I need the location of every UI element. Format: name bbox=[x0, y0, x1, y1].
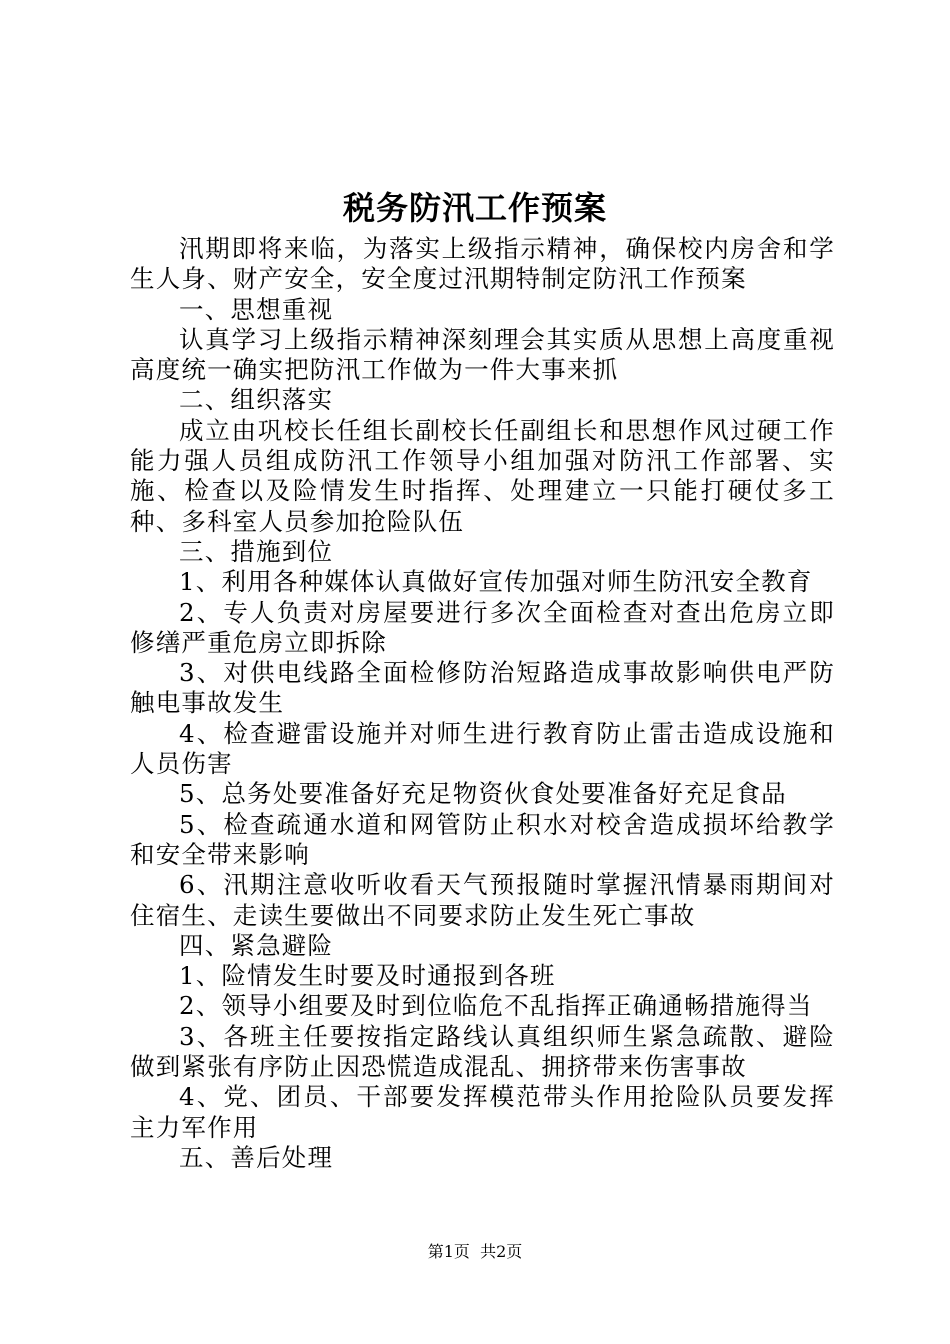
section-heading: 四、紧急避险 bbox=[179, 930, 334, 960]
page-footer bbox=[0, 1242, 950, 1262]
list-item: 5、总务处要准备好充足物资伙食处要准备好充足食品 bbox=[179, 779, 787, 809]
list-item: 1、险情发生时要及时通报到各班 bbox=[179, 961, 556, 991]
paragraph: 认真学习上级指示精神深刻理会其实质从思想上高度重视高度统一确实把防汛工作做为一件大事来抓 bbox=[130, 324, 835, 385]
list-item: 3、各班主任要按指定路线认真组织师生紧急疏散、避险做到紧张有序防止因恐慌造成混乱、拥挤带来伤害事故 bbox=[130, 1021, 835, 1082]
list-item: 4、检查避雷设施并对师生进行教育防止雷击造成设施和人员伤害 bbox=[130, 718, 835, 779]
list-item: 6、汛期注意收听收看天气预报随时掌握汛情暴雨期间对住宿生、走读生要做出不同要求防止发生死亡事故 bbox=[130, 870, 835, 930]
document-title: 税务防汛工作预案 bbox=[342, 189, 607, 227]
list-item: 3、对供电线路全面检修防治短路造成事故影响供电严防触电事故发生 bbox=[130, 658, 835, 718]
list-item: 1、利用各种媒体认真做好宣传加强对师生防汛安全教育 bbox=[179, 567, 813, 597]
list-item: 2、专人负责对房屋要进行多次全面检查对查出危房立即修缮严重危房立即拆除 bbox=[130, 597, 835, 657]
paragraph: 成立由巩校长任组长副校长任副组长和思想作风过硬工作能力强人员组成防汛工作领导小组加强对防汛工作部署、实施、检查以及险情发生时指挥、处理建立一只能打硬仗多工种、多科室人员参加抢险队伍 bbox=[130, 415, 835, 536]
page-number: 第1页 共2页 bbox=[427, 1242, 523, 1261]
list-item: 2、领导小组要及时到位临危不乱指挥正确通畅措施得当 bbox=[179, 991, 813, 1021]
section-heading: 三、措施到位 bbox=[179, 536, 334, 566]
paragraph: 汛期即将来临，为落实上级指示精神，确保校内房舍和学生人身、财产安全，安全度过汛期特制定防汛工作预案 bbox=[130, 234, 835, 294]
section-heading: 二、组织落实 bbox=[179, 385, 334, 415]
list-item: 4、党、团员、干部要发挥模范带头作用抢险队员要发挥主力军作用 bbox=[130, 1082, 835, 1142]
section-heading: 五、善后处理 bbox=[179, 1142, 334, 1172]
document-body bbox=[130, 234, 835, 1173]
section-heading: 一、思想重视 bbox=[179, 294, 334, 324]
list-item: 5、检查疏通水道和网管防止积水对校舍造成损坏给教学和安全带来影响 bbox=[130, 809, 835, 869]
